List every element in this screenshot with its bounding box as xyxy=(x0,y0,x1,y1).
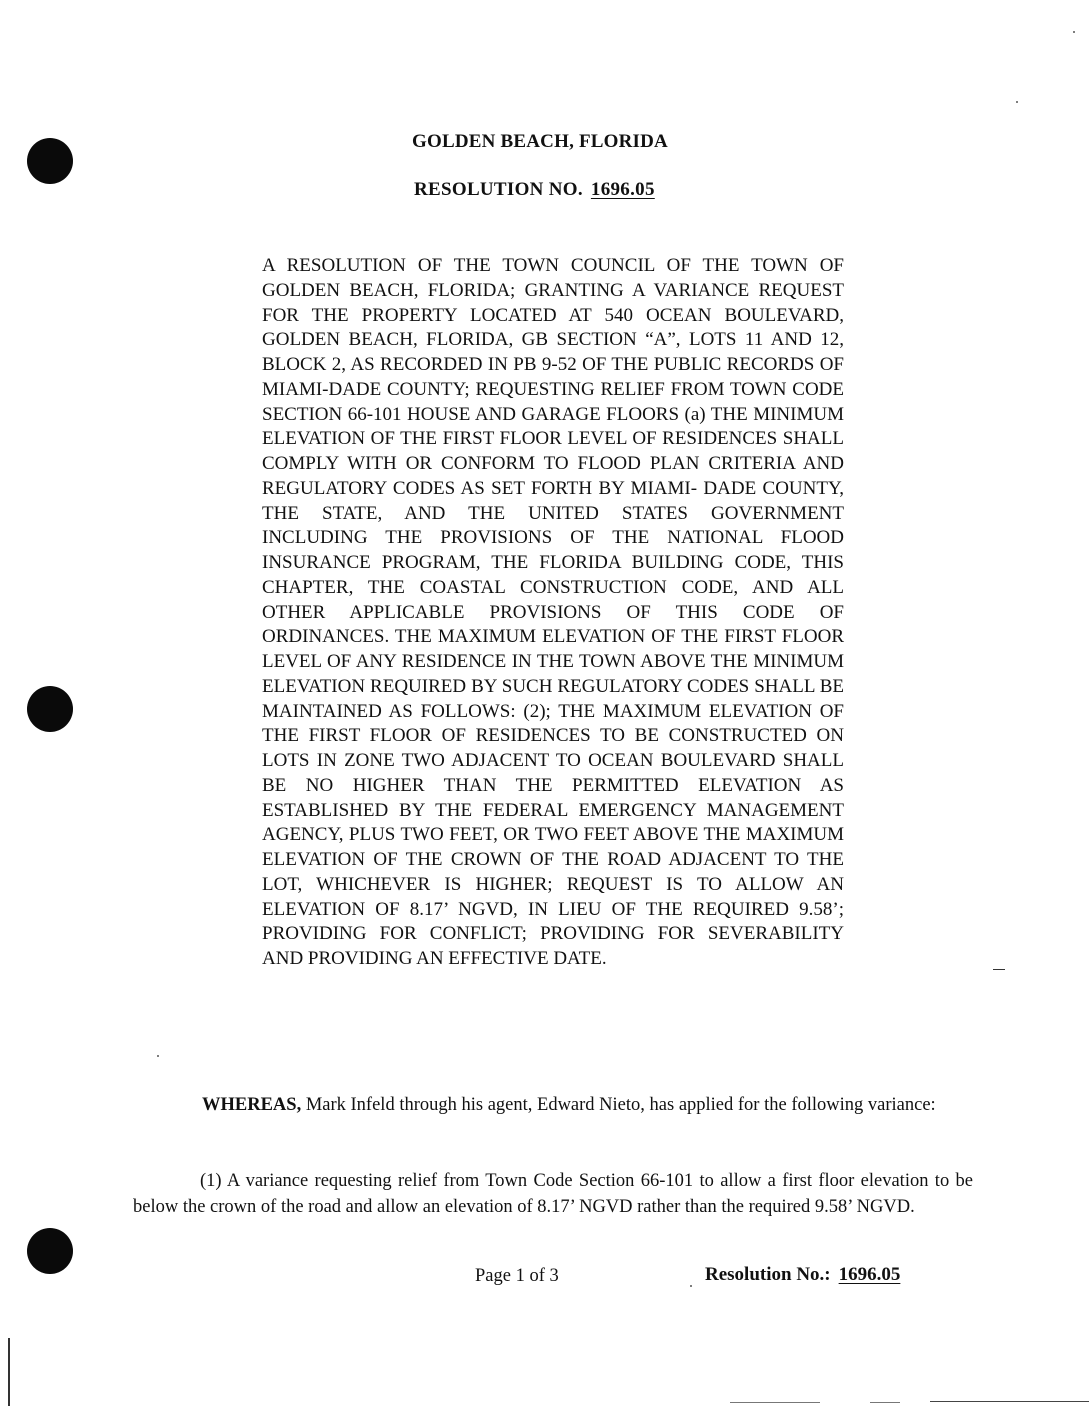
page-number: Page 1 of 3 xyxy=(475,1266,559,1286)
punch-hole-middle xyxy=(27,686,73,732)
scan-speck xyxy=(1016,101,1018,103)
resolution-number-heading xyxy=(414,179,655,201)
scan-edge-mark xyxy=(8,1338,10,1406)
resolution-label: RESOLUTION NO. xyxy=(414,179,583,200)
document-title: GOLDEN BEACH, FLORIDA xyxy=(412,131,668,152)
whereas-paragraph xyxy=(133,1093,973,1118)
punch-hole-bottom xyxy=(27,1228,73,1274)
whereas-text: Mark Infeld through his agent, Edward Nieto, has applied for the following variance: xyxy=(305,1095,936,1115)
scan-speck xyxy=(1073,31,1075,33)
whereas-lead: WHEREAS, xyxy=(202,1095,302,1115)
scan-dash-mark xyxy=(993,969,1005,970)
resolution-number: 1696.05 xyxy=(590,179,655,200)
scan-bottom-line-1 xyxy=(730,1402,820,1403)
scan-bottom-line-2 xyxy=(870,1402,900,1403)
footer-resolution-number: 1696.05 xyxy=(838,1264,901,1285)
footer-resolution xyxy=(705,1264,900,1286)
scan-speck xyxy=(157,1055,159,1057)
resolution-summary: A RESOLUTION OF THE TOWN COUNCIL OF THE TOWN OF GOLDEN BEACH, FLORIDA; GRANTING A VARIANCE REQUEST FOR THE PROPERTY LOCATED AT 540 OCEAN BOULEVARD, GOLDEN BEACH, FLORIDA, GB SECTION “A”, LOTS 11 AND 12, BLOCK 2, AS RECORDED IN PB 9-52 OF THE PUBLIC RECORDS OF MIAMI-DADE COUNTY; REQUESTING RELIEF FROM TOWN CODE SECTION 66-101 HOUSE AND GARAGE FLOORS (a) THE MINIMUM ELEVATION OF THE FIRST FLOOR LEVEL OF RESIDENCES SHALL COMPLY WITH OR CONFORM TO FLOOD PLAN CRITERIA AND REGULATORY CODES AS SET FORTH BY MIAMI- DADE COUNTY, THE STATE, AND THE UNITED STATES GOVERNMENT INCLUDING THE PROVISIONS OF THE NATIONAL FLOOD INSURANCE PROGRAM, THE FLORIDA BUILDING CODE, THIS CHAPTER, THE COASTAL CONSTRUCTION CODE, AND ALL OTHER APPLICABLE PROVISIONS OF THIS CODE OF ORDINANCES. THE MAXIMUM ELEVATION OF THE FIRST FLOOR LEVEL OF ANY RESIDENCE IN THE TOWN ABOVE THE MINIMUM ELEVATION REQUIRED BY SUCH REGULATORY CODES SHALL BE MAINTAINED AS FOLLOWS: (2); THE MAXIMUM ELEVATION OF THE FIRST FLOOR OF RESIDENCES TO BE CONSTRUCTED ON LOTS IN ZONE TWO ADJACENT TO OCEAN BOULEVARD SHALL BE NO HIGHER THAN THE PERMITTED ELEVATION AS ESTABLISHED BY THE FEDERAL EMERGENCY MANAGEMENT AGENCY, PLUS TWO FEET, OR TWO FEET ABOVE THE MAXIMUM ELEVATION OF THE CROWN OF THE ROAD ADJACENT TO THE LOT, WHICHEVER IS HIGHER; REQUEST IS TO ALLOW AN ELEVATION OF 8.17’ NGVD, IN LIEU OF THE REQUIRED 9.58’; PROVIDING FOR CONFLICT; PROVIDING FOR SEVERABILITY AND PROVIDING AN EFFECTIVE DATE. xyxy=(262,255,844,969)
punch-hole-top xyxy=(27,138,73,184)
footer-resolution-label: Resolution No.: xyxy=(705,1264,831,1285)
scan-speck xyxy=(690,1285,692,1287)
variance-item-1: (1) A variance requesting relief from Town Code Section 66-101 to allow a first floor elevation to be below the crown of the road and allow an elevation of 8.17’ NGVD rather than the required 9.58’ NGVD. xyxy=(133,1171,973,1217)
scan-bottom-line-3 xyxy=(930,1401,1089,1402)
